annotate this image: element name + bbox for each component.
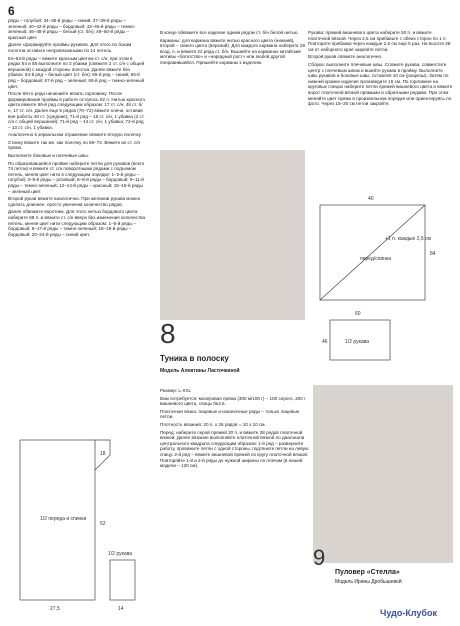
model8-pattern-diagram: [320, 196, 436, 360]
label-sleeve: 1/2 рукава: [108, 551, 133, 557]
dim-84: 84: [430, 251, 436, 257]
label-front-back: 1/2 переда и спинки: [40, 516, 87, 522]
dim-52: 52: [100, 521, 106, 527]
label-increase: +1 п. каждые 2,5 см: [385, 236, 431, 242]
model-8-instructions: Размер: L-XXL Вам потребуется: мохеровая пряжа (300 м/100 г) – 100 серого, 200 г вишневого цвета, спицы №4,5. Платочная вязка: лицевые и изнаночные ряды – только лицевые петли. Плотность вязания: 20 п. х 26 рядов = 10 х 10 см. Перед: наберите серой пряжей 20 п. и вяжите 28 рядов платочной вязкой. Далее вязание выполняйте платочной вязкой по диагонали центрального квадрата следующим образом: 1-й ряд – разверните работу, провяжите петли с одной стороны, подтяните петли на левую спицу. 2-й ряд – вяжите вишневой пряжей по кругу платочной вязкой. Повторяйте 1-й и 2-й ряды до нужной ширины по плечам (в нашей модели – 120 см).: [160, 388, 309, 469]
label-front8: перед/спинка: [360, 256, 392, 262]
model-number-8: 8: [160, 318, 176, 349]
left-pattern-diagram: [20, 440, 135, 612]
dim-40: 40: [368, 196, 374, 202]
dim-46: 46: [322, 339, 328, 345]
dim-14: 14: [118, 606, 124, 612]
dim-27-5: 27,5: [50, 606, 60, 612]
model-number-9: 9: [313, 545, 326, 570]
diagonal-line: [320, 205, 425, 300]
model-author-8: Модель Алевтины Ласточкиной: [160, 368, 240, 374]
dim-18: 18: [100, 451, 106, 457]
brand-logo: Чудо-Клубок: [380, 608, 437, 618]
dim-60: 60: [355, 311, 361, 317]
column-middle-top: В конце обвяжите все изделие одним рядом ст. б/н белой нитью. Карманы: для кармана вяжите нитью красного цвета (нижний), второй – синего цвета (верхний). Для каждого кармана наберите 28 возд. п. и вяжите 22 ряда ст. б/н. Вышейте на карманах китайские мотивы «богатство» и «нарядный рост» или любой другой понравившийся. Пришейте карманы к изделию.: [160, 30, 305, 65]
label-sleeve8: 1/2 рукава: [345, 339, 370, 345]
sleeve-schema: [110, 560, 135, 600]
model-title-9: Пуловер «Стелла»: [335, 569, 400, 576]
model-author-9: Модель Ирины Дробышевой: [335, 579, 402, 585]
column-right-top: Рукава: пряжей вишневого цвета наберите 50 п. и вяжите платочной вязкой. Через 2,5 см прибавьте с обеих сторон по 1 п. Повторите прибавки через каждые 2,5 см еще 5 раз. На высоте 28 см от наборного края закройте петли. Второй рукав свяжите аналогично. Сборка: выполните плечевые швы. Сложите рукава, совместите центр с плечевым швом и вшейте рукава в пройму. Выполните швы рукавов и боковые швы, оставляя 10 см (разрезы). Затем по нижней кромке изделия произведите 15 см. По горловине на круговых спицах наберите петли пряжей вишневого цвета и вяжите ворот платочной вязкой прямыми и обратными рядами. При этом меняйте цвет пряжи в произвольном порядке или ориентируясь по фото. Через 15–20 см петли закройте.: [308, 30, 453, 107]
column-left: ряды – голубой; 34–36-й ряды – синий; 37–39-й ряды – зеленый; 40–42-й ряды – бордовый; 43–45-й ряды – темно-зеленый; 46–48-й ряды – белый (ст. б/н); 49–50-й ряды – красный цвет. Далее сформируйте проймы рукавов. Для этого по бокам полотна оставьте непровязанными по 14 петель. 54–63-й ряды – вяжите красным цветом ст. с/н; при этом в рядах 54 и 55 выполните по 2 убавки (свяжите 2 ст. с/н с общей вершиной) с каждой стороны полотна. Далее вяжите без убавок; 64-й ряд – белый цвет (ст. б/н); 65-й ряд – синий; 66-й ряд – бордовый; 67-й ряд – зеленый; 68-й ряд – темно-зеленый цвет. После 68-го ряда начинайте вязать горловину. После формирования проймы в работе осталось 82 п. Нитью красного цвета вяжите 69-й ряд следующим образом: 17 ст. с/н, 48 ст. б/н, 17 ст. с/н. Далее еще 5 рядов (70–72) вяжите плечи, оставив вне работы 48 ст. (средние); 71-й ряд – 15 ст. с/н, 1 убавка (2 ст. с/н с общей вершиной); 71-й ряд – 14 ст. с/н, 1 убавка; 72-й ряд – 13 ст. с/н, 1 убавка. Аналогично в зеркальном отражении свяжите вторую полочку. Стинку вяжите так же, как полочку по 69–72. Вяжите их ст. с/н прямо. Выполните боковые и плечевые швы. По образовавшейся пройме наберите петли для рукавов (всего 74 петли) и вяжите ст. с/н поворотными рядами с подъемом петель, меняя цвет нити в следующем порядке: 1–2-й ряды – голубой; 3–5-й ряды – розовый; 6–8-й ряды – бордовый; 9–11-й ряды – темно-зеленый; 12–14-й ряды – красный; 15–18-й ряды – зеленый цвет. Второй рукав вяжите аналогично. При желании рукава можно сделать длиннее, просто увеличив количество рядов. Далее обвяжите воротник. Для этого нитью бордового цвета наберите 68 п. и вяжите ст. с/н вверх без изменения количества петель, меняя цвет нити следующим образом: 1–5-й ряды – бордовый; 6–17-й ряды – темно-зеленый; 18–19-й ряды – бордовый; 20–24-й ряды – синий цвет.: [8, 18, 146, 237]
page-number: 6: [8, 4, 15, 18]
model-title-8: Туника в полоску: [160, 354, 229, 363]
